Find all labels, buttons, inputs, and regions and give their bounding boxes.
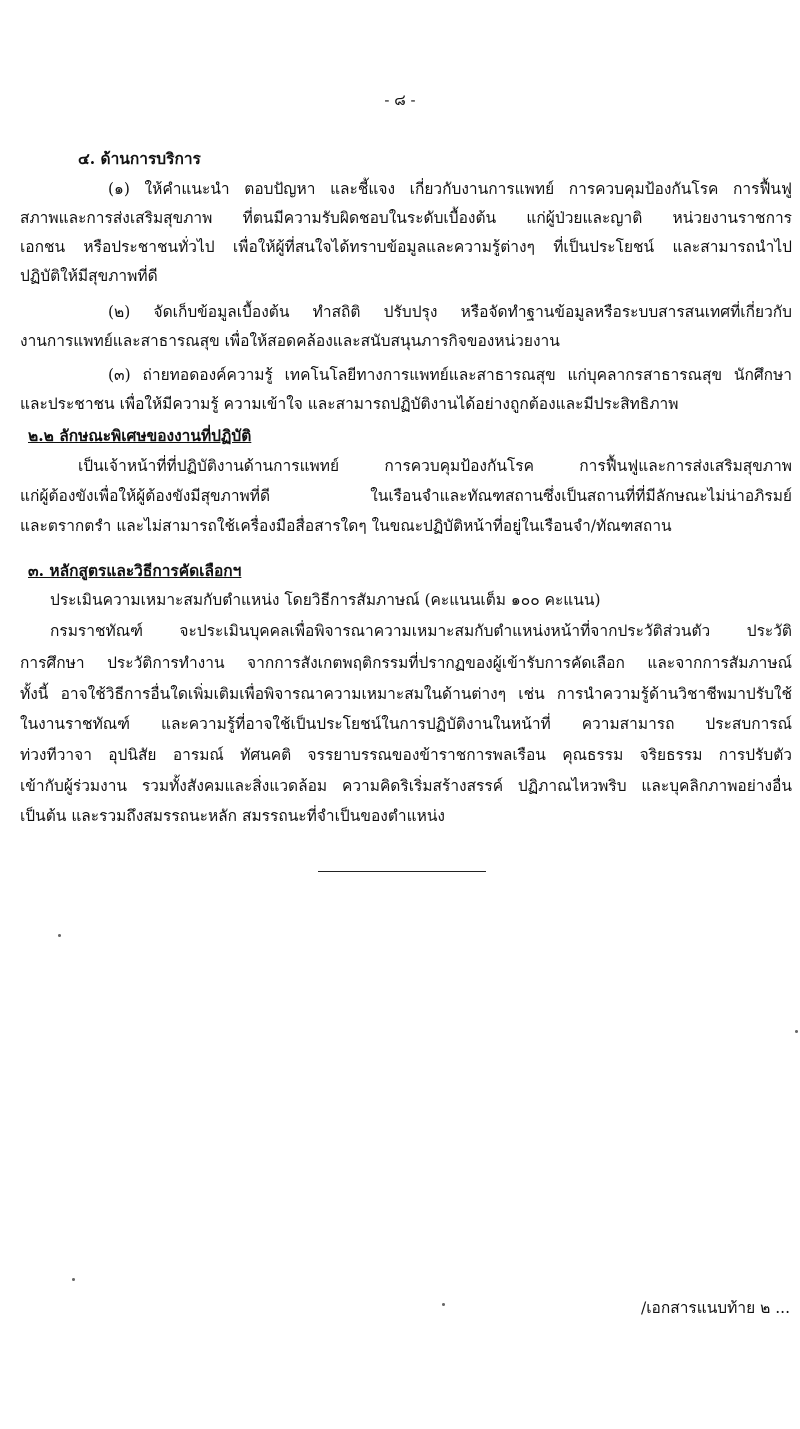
scan-speck — [795, 1030, 798, 1033]
section4-item1-line3: เอกชน หรือประชาชนทั่วไป เพื่อให้ผู้ที่สนใจได้ทราบข้อมูลและความรู้ต่างๆ ที่เป็นประโยชน์ และสามารถนำไป — [20, 238, 792, 256]
section4-item1-line1: (๑) ให้คำแนะนำ ตอบปัญหา และชี้แจง เกี่ยวกับงานการแพทย์ การควบคุมป้องกันโรค การฟื้นฟู — [108, 180, 792, 198]
section4-heading: ๔. ด้านการบริการ — [78, 149, 201, 168]
section22-heading: ๒.๒ ลักษณะพิเศษของงานที่ปฏิบัติ — [28, 426, 252, 445]
section3-line1: กรมราชทัณฑ์ จะประเมินบุคคลเพื่อพิจารณาความเหมาะสมกับตำแหน่งหน้าที่จากประวัติส่วนตัว ประวัติ — [50, 622, 792, 640]
section4-item1-line2: สภาพและการส่งเสริมสุขภาพ ที่ตนมีความรับผิดชอบในระดับเบื้องต้น แก่ผู้ป่วยและญาติ หน่วยงานราชการ — [20, 209, 792, 227]
section3-line4: ในงานราชทัณฑ์ และความรู้ที่อาจใช้เป็นประโยชน์ในการปฏิบัติงานในหน้าที่ ความสามารถ ประสบการณ์ — [20, 715, 792, 733]
section3-line5: ท่วงทีวาจา อุปนิสัย อารมณ์ ทัศนคติ จรรยาบรรณของข้าราชการพลเรือน คุณธรรม จริยธรรม การปรับตัว — [20, 746, 792, 764]
scan-speck — [58, 934, 61, 937]
end-divider — [318, 871, 486, 872]
section22-line2: แก่ผู้ต้องขังเพื่อให้ผู้ต้องขังมีสุขภาพที่ดี ในเรือนจำและทัณฑสถานซึ่งเป็นสถานที่ที่มีลักษณะไม่น่าอภิรมย์ — [20, 487, 792, 505]
scan-speck — [72, 1278, 75, 1281]
section3-line6: เข้ากับผู้ร่วมงาน รวมทั้งสังคมและสิ่งแวดล้อม ความคิดริเริ่มสร้างสรรค์ ปฏิภาณไหวพริบ และบุคลิกภาพอย่างอื่น — [20, 777, 792, 795]
section22-line1: เป็นเจ้าหน้าที่ที่ปฏิบัติงานด้านการแพทย์ การควบคุมป้องกันโรค การฟื้นฟูและการส่งเสริมสุขภาพ — [78, 457, 792, 475]
continuation-note: /เอกสารแนบท้าย ๒ ... — [641, 1299, 790, 1317]
section3-line3: ทั้งนี้ อาจใช้วิธีการอื่นใดเพิ่มเติมเพื่อพิจารณาความเหมาะสมในด้านต่างๆ เช่น การนำความรู้ด้านวิชาชีพมาปรับใช้ — [20, 685, 792, 703]
section22-line3: และตรากตรำ และไม่สามารถใช้เครื่องมือสื่อสารใดๆ ในขณะปฏิบัติหน้าที่อยู่ในเรือนจำ/ทัณฑสถาน — [20, 517, 672, 535]
section3-heading: ๓. หลักสูตรและวิธีการคัดเลือกฯ — [28, 561, 242, 580]
page-number: - ๘ - — [384, 91, 416, 109]
scan-speck — [442, 1303, 445, 1306]
section4-item3-line2: และประชาชน เพื่อให้มีความรู้ ความเข้าใจ และสามารถปฏิบัติงานได้อย่างถูกต้องและมีประสิทธิภาพ — [20, 395, 679, 413]
section3-assessment: ประเมินความเหมาะสมกับตำแหน่ง โดยวิธีการสัมภาษณ์ (คะแนนเต็ม ๑๐๐ คะแนน) — [50, 591, 601, 609]
section4-item2-line1: (๒) จัดเก็บข้อมูลเบื้องต้น ทำสถิติ ปรับปรุง หรือจัดทำฐานข้อมูลหรือระบบสารสนเทศที่เกี่ยวกับ — [108, 303, 792, 321]
section4-item3-line1: (๓) ถ่ายทอดองค์ความรู้ เทคโนโลยีทางการแพทย์และสาธารณสุข แก่บุคลากรสาธารณสุข นักศึกษา — [108, 366, 792, 384]
section4-item2-line2: งานการแพทย์และสาธารณสุข เพื่อให้สอดคล้องและสนับสนุนภารกิจของหน่วยงาน — [20, 332, 560, 350]
section3-line2: การศึกษา ประวัติการทำงาน จากการสังเกตพฤติกรรมที่ปรากฏของผู้เข้ารับการคัดเลือก และจากการสัมภาษณ์ — [20, 654, 792, 672]
section4-item1-line4: ปฏิบัติให้มีสุขภาพที่ดี — [20, 267, 158, 285]
section3-line7: เป็นต้น และรวมถึงสมรรถนะหลัก สมรรถนะที่จำเป็นของตำแหน่ง — [20, 807, 445, 825]
